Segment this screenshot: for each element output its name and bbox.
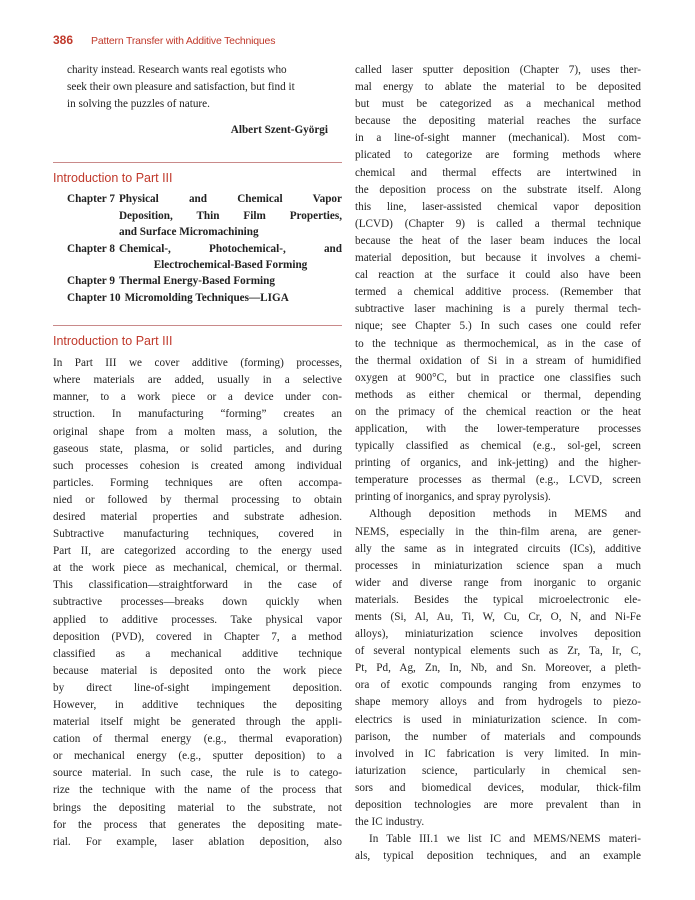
body-line: Although deposition methods in MEMS and	[369, 508, 641, 521]
body-line: In Table III.1 we list IC and MEMS/NEMS materi-	[369, 833, 641, 846]
body-line: the thermal oxidation of Si in a stream of humidified	[355, 354, 641, 367]
chapter-title-line: Electrochemical-Based Forming	[153, 258, 308, 271]
body-line: to the technique as thermochemical, as in the case of	[355, 337, 641, 350]
left-body-text	[53, 355, 342, 851]
body-line: This classification—straightforward in the case of	[53, 579, 342, 592]
chapter-entry-8[interactable]	[53, 241, 342, 274]
chapter-title-line: Micromolding Techniques—LIGA	[124, 291, 289, 304]
body-line: on the primacy of the chemical reaction or the heat	[355, 405, 641, 418]
body-line: NEMS, especially in the thin-film arena, are gener-	[355, 525, 641, 538]
body-line: material itself might be generated through the appli-	[53, 716, 342, 729]
body-line: deposition technologies are more prevalent than in	[355, 799, 641, 812]
chapter-number: Chapter 7	[67, 193, 115, 206]
body-line: the deposition process on the substrate itself. Along	[355, 183, 641, 196]
body-line: termed a chemical additive process. (Remember that	[355, 286, 641, 299]
body-line: by direct line-of-sight impingement deposition.	[53, 681, 342, 694]
body-line: (LCVD) (Chapter 9) is called a thermal technique	[355, 217, 641, 230]
contents-heading: Introduction to Part III	[53, 171, 173, 186]
chapter-list	[53, 191, 342, 306]
chapter-title	[125, 290, 342, 306]
chapter-number: Chapter 8	[67, 242, 115, 255]
body-line: However, in additive techniques the depositing	[53, 699, 342, 712]
body-line: desired material properties and substrate adhesion.	[53, 510, 342, 523]
body-line: ora of exotic compounds ranging from enzymes to	[355, 679, 641, 692]
page-header	[53, 31, 275, 47]
body-line: methods as either chemical or thermal, depending	[355, 388, 641, 401]
chapter-number: Chapter 9	[67, 275, 115, 288]
chapter-title	[119, 191, 342, 240]
body-line: application, with the lower-temperature processes	[355, 422, 641, 435]
body-line: because material is deposited onto the work piece	[53, 664, 342, 677]
body-line: in a line-of-sight manner (mechanical). Most com-	[355, 132, 641, 145]
left-column	[53, 62, 342, 851]
body-line: source material. In such case, the rule is to catego-	[53, 767, 342, 780]
epigraph-author: Albert Szent-Györgi	[230, 124, 328, 137]
chapter-entry-7[interactable]	[53, 191, 342, 240]
chapter-entry-9[interactable]	[53, 273, 342, 289]
epigraph-line: seek their own pleasure and satisfaction, but find it	[67, 81, 295, 94]
body-line: ments (Si, Al, Au, Ti, W, Cu, Cr, O, N, and Ni-Fe	[355, 611, 641, 623]
body-line: brings the depositing material to the substrate, not	[53, 801, 342, 814]
body-line: for the process that generates the depositing mate-	[53, 818, 342, 831]
body-line: chemical and thermal effects are intertwined in	[355, 166, 641, 179]
body-line: nique; see Chapter 5.) In such cases one could refer	[355, 320, 641, 333]
body-line: printing of organics, and ink-jetting) and the higher-	[355, 457, 641, 470]
body-line: the IC industry.	[355, 816, 425, 829]
page-number: 386	[53, 33, 74, 47]
chapter-title-line: Deposition, Thin Film Properties,	[118, 209, 342, 222]
chapter-title-line: Thermal Energy-Based Forming	[118, 275, 275, 288]
body-line: subtractive laser machining is a purely thermal tech-	[355, 303, 641, 316]
body-line: original shape from a molten mass, a solution, the	[53, 425, 342, 438]
body-line: sors and biomedical devices, modular, thick-film	[355, 781, 641, 794]
body-line: rize the technique with the name of the process that	[53, 784, 342, 797]
body-line: particles. Forming techniques are often accompa-	[53, 476, 342, 489]
body-line: electrics is used in miniaturization science. In com-	[355, 713, 641, 726]
body-line: ally the same as in integrated circuits (ICs), additive	[355, 542, 641, 555]
body-line: involved in IC fabrication is very limited. In min-	[355, 747, 641, 760]
body-line: struction. In manufacturing “forming” creates an	[53, 408, 342, 421]
body-line: but must be categorized as a mechanical method	[355, 98, 641, 111]
body-line: because the depositing material reaches the surface	[355, 115, 641, 128]
body-line: nied or followed by thermal processing to obtain	[53, 493, 342, 506]
chapter-entry-10[interactable]	[53, 290, 342, 306]
body-line: subtractive processes—breaks down quickly when	[53, 596, 342, 609]
body-line: parison, the number of materials and compounds	[355, 730, 641, 743]
body-line: iaturization science, particularly in chemical sen-	[355, 764, 641, 777]
body-line: Subtractive manufacturing techniques, covered in	[53, 528, 342, 541]
body-line: wider and diverse range from inorganic to organic	[355, 576, 641, 589]
body-line: temperature processes as thermal (e.g., LCVD, screen	[355, 474, 641, 487]
right-column	[355, 62, 641, 865]
chapter-title-line: Chemical-, Photochemical-, and	[118, 242, 342, 255]
chapter-title	[119, 273, 342, 289]
epigraph	[53, 62, 342, 139]
chapter-title	[119, 241, 342, 274]
body-line: classified as a mechanical additive technique	[53, 647, 342, 660]
body-line: Pt, Pd, Ag, Zn, In, Nb, and Sn. Moreover, a pleth-	[355, 662, 641, 675]
body-line: In Part III we cover additive (forming) processes,	[53, 357, 342, 370]
body-line: alloys), miniaturization science involves deposition	[355, 628, 641, 641]
body-line: plicated to categorize are forming methods where	[355, 149, 641, 162]
body-line: deposition (PVD), covered in Chapter 7, a method	[53, 630, 342, 643]
body-line: at the work piece as mechanical, chemical, or thermal.	[53, 562, 342, 575]
body-line: cal reaction at the surface it could also have been	[355, 269, 641, 282]
body-line: of several nontypical elements such as Zr, Ta, Ir, C,	[355, 645, 641, 658]
intro-heading: Introduction to Part III	[53, 334, 173, 349]
body-line: mal energy to ablate the material to be deposited	[355, 81, 641, 94]
body-line: manner, to a work piece or a device under con-	[53, 391, 342, 404]
body-line: or mechanical energy (e.g., sputter deposition) to a	[53, 750, 342, 763]
body-line: called laser sputter deposition (Chapter 7), uses ther-	[355, 64, 641, 76]
body-line: processes in miniaturization science span a much	[355, 559, 641, 572]
right-body-text	[355, 62, 641, 865]
epigraph-line: charity instead. Research wants real egotists who	[67, 64, 287, 76]
body-line: this line, laser-assisted chemical vapor deposition	[355, 200, 641, 213]
body-line: typically classified as chemical (e.g., sol-gel, screen	[355, 440, 641, 453]
body-line: cation of thermal energy (e.g., thermal evaporation)	[53, 733, 342, 746]
chapter-title-line: and Surface Micromachining	[118, 226, 259, 239]
body-line: printing of inorganics, and spray pyrolysis).	[355, 491, 551, 504]
body-line: where materials are added, usually in a selective	[53, 374, 342, 387]
body-line: gaseous state, plasma, or solid particles, and during	[53, 442, 342, 455]
body-line: als, typical deposition techniques, and an example	[355, 850, 641, 863]
body-line: materials. Besides the typical microelectronic ele-	[355, 593, 641, 606]
body-line: rial. For example, laser ablation deposition, also	[53, 835, 342, 848]
body-line: applied to additive processes. Take physical vapor	[53, 613, 342, 626]
chapter-number: Chapter 10	[67, 291, 121, 304]
chapter-title-line: Physical and Chemical Vapor	[118, 193, 342, 206]
body-line: Part II, are categorized according to the energy used	[53, 545, 342, 558]
body-line: shape memory alloys and from hydrogels to piezo-	[355, 696, 641, 709]
epigraph-line: in solving the puzzles of nature.	[67, 98, 210, 111]
body-line: material deposition, but because it involves a chemi-	[355, 252, 641, 265]
body-line: because the heat of the laser beam induces the local	[355, 234, 641, 247]
body-line: such processes cohesion is created among individual	[53, 459, 342, 472]
running-title: Pattern Transfer with Additive Techniques	[91, 35, 276, 47]
body-line: oxygen at 900°C, but in practice one classifies such	[355, 371, 641, 384]
